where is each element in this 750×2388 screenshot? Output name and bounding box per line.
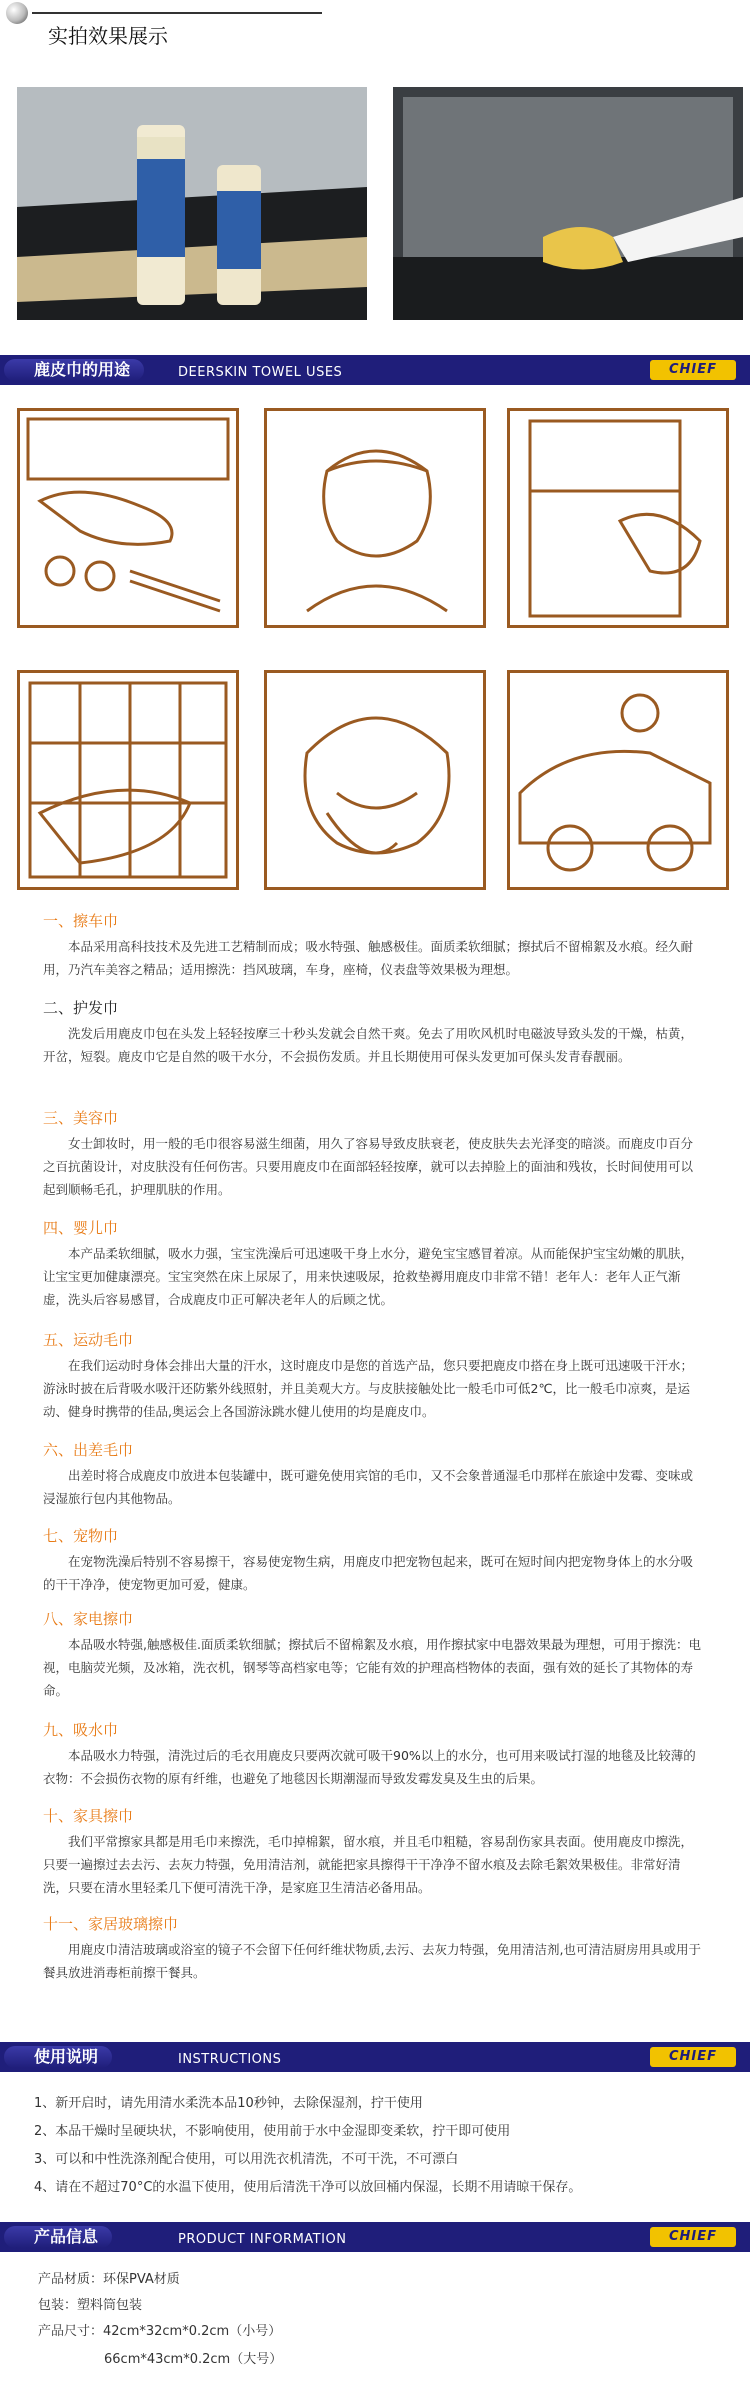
header-bullet bbox=[6, 2, 28, 24]
item-title-absorb: 九、吸水巾 bbox=[43, 1721, 119, 1739]
product-section-title: 产品信息 bbox=[4, 2226, 112, 2248]
product-size-small: 产品尺寸：42cm*32cm*0.2cm（小号） bbox=[38, 2324, 282, 2339]
item-title-hair: 二、护发巾 bbox=[43, 999, 119, 1017]
item-title-glass: 十一、家居玻璃擦巾 bbox=[43, 1915, 179, 1933]
item-body-baby: 本产品柔软细腻，吸水力强，宝宝洗澡后可迅速吸干身上水分，避免宝宝感冒着凉。从而能保护宝宝幼嫩的肌肤，让宝宝更加健康漂亮。宝宝突然在床上尿尿了，用来快速吸尿，抢救垫褥用鹿皮巾非常不错！老年人：老年人正气渐虚，洗头后容易感冒，合成鹿皮巾正可解决老年人的后顾之忧。 bbox=[43, 1246, 694, 1307]
illustration-kitchen-wiping bbox=[17, 408, 239, 628]
instruction-step: 3、可以和中性洗涤剂配合使用，可以用洗衣机清洗，不可干洗，不可漂白 bbox=[34, 2152, 459, 2167]
item-body-appliance: 本品吸水特强,触感极佳.面质柔软细腻；擦拭后不留棉絮及水痕，用作擦拭家中电器效果最为理想，可用于擦洗：电视，电脑荧光频，及冰箱，洗衣机，钢琴等高档家电等；它能有效的护理高档物体的表面，强有效的延长了其物体的寿命。 bbox=[43, 1637, 701, 1698]
usage-section-header bbox=[0, 355, 750, 385]
item-title-furniture: 十、家具擦巾 bbox=[43, 1807, 134, 1825]
item-title-appliance: 八、家电擦巾 bbox=[43, 1610, 134, 1628]
instruction-step: 2、本品干燥时呈硬块状，不影响使用，使用前于水中金湿即变柔软，拧干即可使用 bbox=[34, 2124, 511, 2139]
item-body-hair: 洗发后用鹿皮巾包在头发上轻轻按摩三十秒头发就会自然干爽。免去了用吹风机时电磁波导致头发的干燥，枯黄，开岔，短裂。鹿皮巾它是自然的吸干水分，不会损伤发质。并且长期使用可保头发更加可保头发青春靓丽。 bbox=[43, 1026, 694, 1064]
product-packaging: 包装：塑料筒包装 bbox=[38, 2298, 143, 2313]
item-body-sport: 在我们运动时身体会排出大量的汗水，这时鹿皮巾是您的首选产品，您只要把鹿皮巾搭在身上既可迅速吸干汗水；游泳时披在后背吸水吸汗还防紫外线照射，并且美观大方。与皮肤接触处比一般毛巾可低2℃，比一般毛巾凉爽，是运动、健身时携带的佳品,奥运会上各国游泳跳水健儿使用的均是鹿皮巾。 bbox=[43, 1358, 694, 1419]
item-body-absorb: 本品吸水力特强，清洗过后的毛衣用鹿皮只要两次就可吸干90%以上的水分，也可用来吸试打湿的地毯及比较薄的衣物：不会损伤衣物的原有纤维，也避免了地毯因长期潮湿而导致发霉发臭及生虫的后果。 bbox=[43, 1748, 696, 1786]
item-title-beauty: 三、美容巾 bbox=[43, 1109, 119, 1127]
photo-product-bottles bbox=[17, 87, 367, 320]
item-body-pet: 在宠物洗澡后特别不容易擦干，容易使宠物生病，用鹿皮巾把宠物包起来，既可在短时间内把宠物身体上的水分吸的干干净净，使宠物更加可爱，健康。 bbox=[43, 1554, 694, 1592]
usage-section-english: DEERSKIN TOWEL USES bbox=[178, 365, 343, 380]
item-title-pet: 七、宠物巾 bbox=[43, 1527, 119, 1545]
page-title: 实拍效果展示 bbox=[48, 24, 168, 48]
item-title-sport: 五、运动毛巾 bbox=[43, 1331, 134, 1349]
instructions-section-title: 使用说明 bbox=[4, 2046, 112, 2068]
item-body-beauty: 女士卸妆时，用一般的毛巾很容易滋生细菌，用久了容易导致皮肤衰老，使皮肤失去光泽变的暗淡。而鹿皮巾百分之百抗菌设计，对皮肤没有任何伤害。只要用鹿皮巾在面部轻轻按摩，就可以去掉脸上的面油和残妆，长时间使用可以起到顺畅毛孔，护理肌肤的作用。 bbox=[43, 1136, 694, 1197]
item-title-car: 一、擦车巾 bbox=[43, 912, 119, 930]
product-section-header bbox=[0, 2222, 750, 2252]
illustration-car-washing bbox=[507, 670, 729, 890]
photo-wiping-windshield bbox=[393, 87, 743, 320]
product-section-english: PRODUCT INFORMATION bbox=[178, 2232, 347, 2247]
item-title-baby: 四、婴儿巾 bbox=[43, 1219, 119, 1237]
instructions-section-header bbox=[0, 2042, 750, 2072]
brand-logo: CHIEF bbox=[650, 360, 736, 380]
item-body-travel: 出差时将合成鹿皮巾放进本包装罐中，既可避免使用宾馆的毛巾，又不会象普通湿毛巾那样在旅途中发霉、变味或浸湿旅行包内其他物品。 bbox=[43, 1468, 694, 1506]
header-line bbox=[32, 12, 322, 14]
illustration-fridge-wiping bbox=[507, 408, 729, 628]
usage-section-title: 鹿皮巾的用途 bbox=[4, 359, 144, 381]
item-body-glass: 用鹿皮巾清洁玻璃或浴室的镜子不会留下任何纤维状物质,去污、去灰力特强，免用清洁剂,也可清洁厨房用具或用于餐具放进消毒柜前擦干餐具。 bbox=[43, 1942, 701, 1980]
product-size-large: 66cm*43cm*0.2cm（大号） bbox=[104, 2352, 283, 2367]
product-material: 产品材质：环保PVA材质 bbox=[38, 2272, 180, 2287]
item-title-travel: 六、出差毛巾 bbox=[43, 1441, 134, 1459]
item-body-car: 本品采用高科技技术及先进工艺精制而成；吸水特强、触感极佳。面质柔软细腻；擦拭后不留棉絮及水痕。经久耐用，乃汽车美容之精品；适用擦洗：挡风玻璃，车身，座椅，仪表盘等效果极为理想。 bbox=[43, 939, 694, 977]
illustration-window-wiping bbox=[17, 670, 239, 890]
illustration-face-towel bbox=[264, 670, 486, 890]
instruction-step: 4、请在不超过70°C的水温下使用，使用后清洗干净可以放回桶内保湿，长期不用请晾干保存。 bbox=[34, 2180, 582, 2195]
instructions-section-english: INSTRUCTIONS bbox=[178, 2052, 282, 2067]
instruction-step: 1、新开启时，请先用清水柔洗本品10秒钟，去除保湿剂，拧干使用 bbox=[34, 2096, 423, 2111]
illustration-hair-drying bbox=[264, 408, 486, 628]
brand-logo: CHIEF bbox=[650, 2227, 736, 2247]
brand-logo: CHIEF bbox=[650, 2047, 736, 2067]
item-body-furniture: 我们平常擦家具都是用毛巾来擦洗，毛巾掉棉絮，留水痕，并且毛巾粗糙，容易刮伤家具表面。使用鹿皮巾擦洗，只要一遍擦过去去污、去灰力特强，免用清洁剂，就能把家具擦得干干净净不留水痕及去除毛絮效果极佳。非常好清洗，只要在清水里轻柔几下便可清洗干净，是家庭卫生清洁必备用品。 bbox=[43, 1834, 694, 1895]
